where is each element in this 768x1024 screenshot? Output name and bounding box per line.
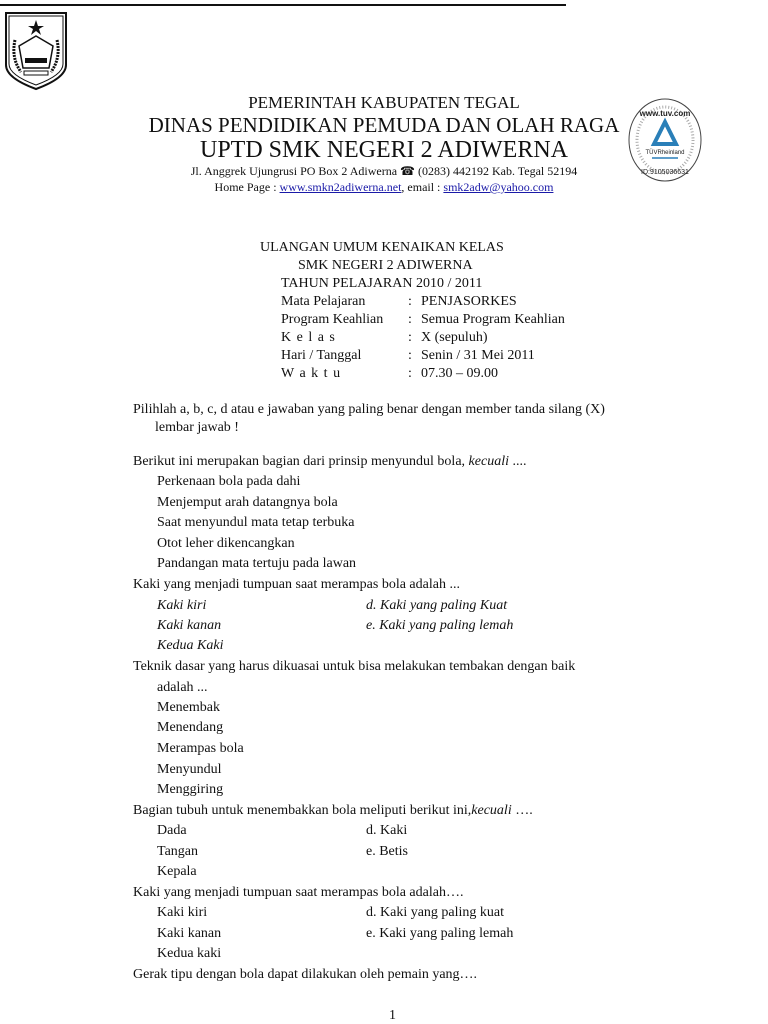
- info-label: Mata Pelajaran: [281, 294, 366, 309]
- option: e. Kaki yang paling lemah: [366, 926, 514, 941]
- info-value: Senin / 31 Mei 2011: [421, 348, 535, 363]
- option: e. Kaki yang paling lemah: [366, 618, 514, 633]
- info-label: K e l a s: [281, 330, 336, 345]
- info-value: Semua Program Keahlian: [421, 312, 565, 327]
- info-label: Program Keahlian: [281, 312, 384, 327]
- exam-year: TAHUN PELAJARAN 2010 / 2011: [281, 276, 483, 291]
- instructions-cont: lembar jawab !: [155, 420, 239, 435]
- info-label: Hari / Tanggal: [281, 348, 362, 363]
- question-6: Gerak tipu dengan bola dapat dilakukan oleh pemain yang….: [133, 967, 478, 982]
- option: Menendang: [157, 720, 224, 735]
- info-value: PENJASORKES: [421, 294, 517, 309]
- header-government: PEMERINTAH KABUPATEN TEGAL: [248, 93, 520, 112]
- svg-text:www.tuv.com: www.tuv.com: [639, 109, 691, 118]
- header-address: Jl. Anggrek Ujungrusi PO Box 2 Adiwerna ☎ (0283) 442192 Kab. Tegal 52194: [190, 164, 578, 178]
- page-number: 1: [389, 1008, 396, 1023]
- svg-text:TÜVRheinland: TÜVRheinland: [645, 150, 685, 156]
- question-5: Kaki yang menjadi tumpuan saat merampas bola adalah….: [133, 885, 464, 900]
- option: d. Kaki: [366, 823, 408, 838]
- info-colon: :: [408, 312, 412, 327]
- option: Kedua Kaki: [157, 638, 224, 653]
- option: Perkenaan bola pada dahi: [157, 474, 301, 489]
- option: Dada: [157, 823, 187, 838]
- option: Menjemput arah datangnya bola: [157, 495, 338, 510]
- info-colon: :: [408, 330, 412, 345]
- info-value: 07.30 – 09.00: [421, 366, 498, 381]
- info-colon: :: [408, 366, 412, 381]
- question-4: Bagian tubuh untuk menembakkan bola meliputi berikut ini,kecuali ….: [133, 803, 533, 818]
- option: Kaki kanan: [157, 926, 222, 941]
- header-rule: [0, 4, 566, 6]
- option: d. Kaki yang paling Kuat: [366, 598, 508, 613]
- info-value: X (sepuluh): [421, 330, 488, 345]
- info-colon: :: [408, 348, 412, 363]
- header-school: UPTD SMK NEGERI 2 ADIWERNA: [200, 137, 568, 163]
- option: Menembak: [157, 700, 220, 715]
- option: Tangan: [157, 844, 199, 859]
- svg-text:ID:9105036631: ID:9105036631: [641, 169, 689, 176]
- regency-emblem-logo: [3, 10, 69, 92]
- option: Kaki kanan: [157, 618, 222, 633]
- question-3: Teknik dasar yang harus dikuasai untuk bisa melakukan tembakan dengan baik: [133, 659, 576, 674]
- email-label: , email :: [401, 180, 444, 194]
- option: Merampas bola: [157, 741, 244, 756]
- question-2: Kaki yang menjadi tumpuan saat merampas bola adalah ...: [133, 577, 460, 592]
- info-colon: :: [408, 294, 412, 309]
- option: Otot leher dikencangkan: [157, 536, 295, 551]
- instructions: Pilihlah a, b, c, d atau e jawaban yang paling benar dengan member tanda silang (X): [133, 402, 605, 417]
- header-department: DINAS PENDIDIKAN PEMUDA DAN OLAH RAGA: [148, 113, 620, 137]
- option: Kaki kiri: [157, 905, 208, 920]
- option: Kaki kiri: [157, 598, 207, 613]
- option: d. Kaki yang paling kuat: [366, 905, 505, 920]
- homepage-link[interactable]: www.smkn2adiwerna.net: [279, 180, 402, 194]
- option: e. Betis: [366, 844, 408, 859]
- option: Menggiring: [157, 782, 224, 797]
- homepage-label: Home Page :: [214, 180, 280, 194]
- tuv-certification-logo: [626, 96, 704, 184]
- option: Pandangan mata tertuju pada lawan: [157, 556, 357, 571]
- exam-school: SMK NEGERI 2 ADIWERNA: [298, 258, 473, 273]
- exam-title: ULANGAN UMUM KENAIKAN KELAS: [260, 240, 504, 255]
- question-3-cont: adalah ...: [157, 680, 208, 695]
- info-label: W a k t u: [281, 366, 342, 381]
- option: Kepala: [157, 864, 197, 879]
- option: Saat menyundul mata tetap terbuka: [157, 515, 355, 530]
- option: Kedua kaki: [157, 946, 222, 961]
- question-1: Berikut ini merupakan bagian dari prinsip menyundul bola, kecuali ....: [133, 454, 527, 469]
- option: Menyundul: [157, 762, 222, 777]
- email-link[interactable]: smk2adw@yahoo.com: [443, 180, 554, 194]
